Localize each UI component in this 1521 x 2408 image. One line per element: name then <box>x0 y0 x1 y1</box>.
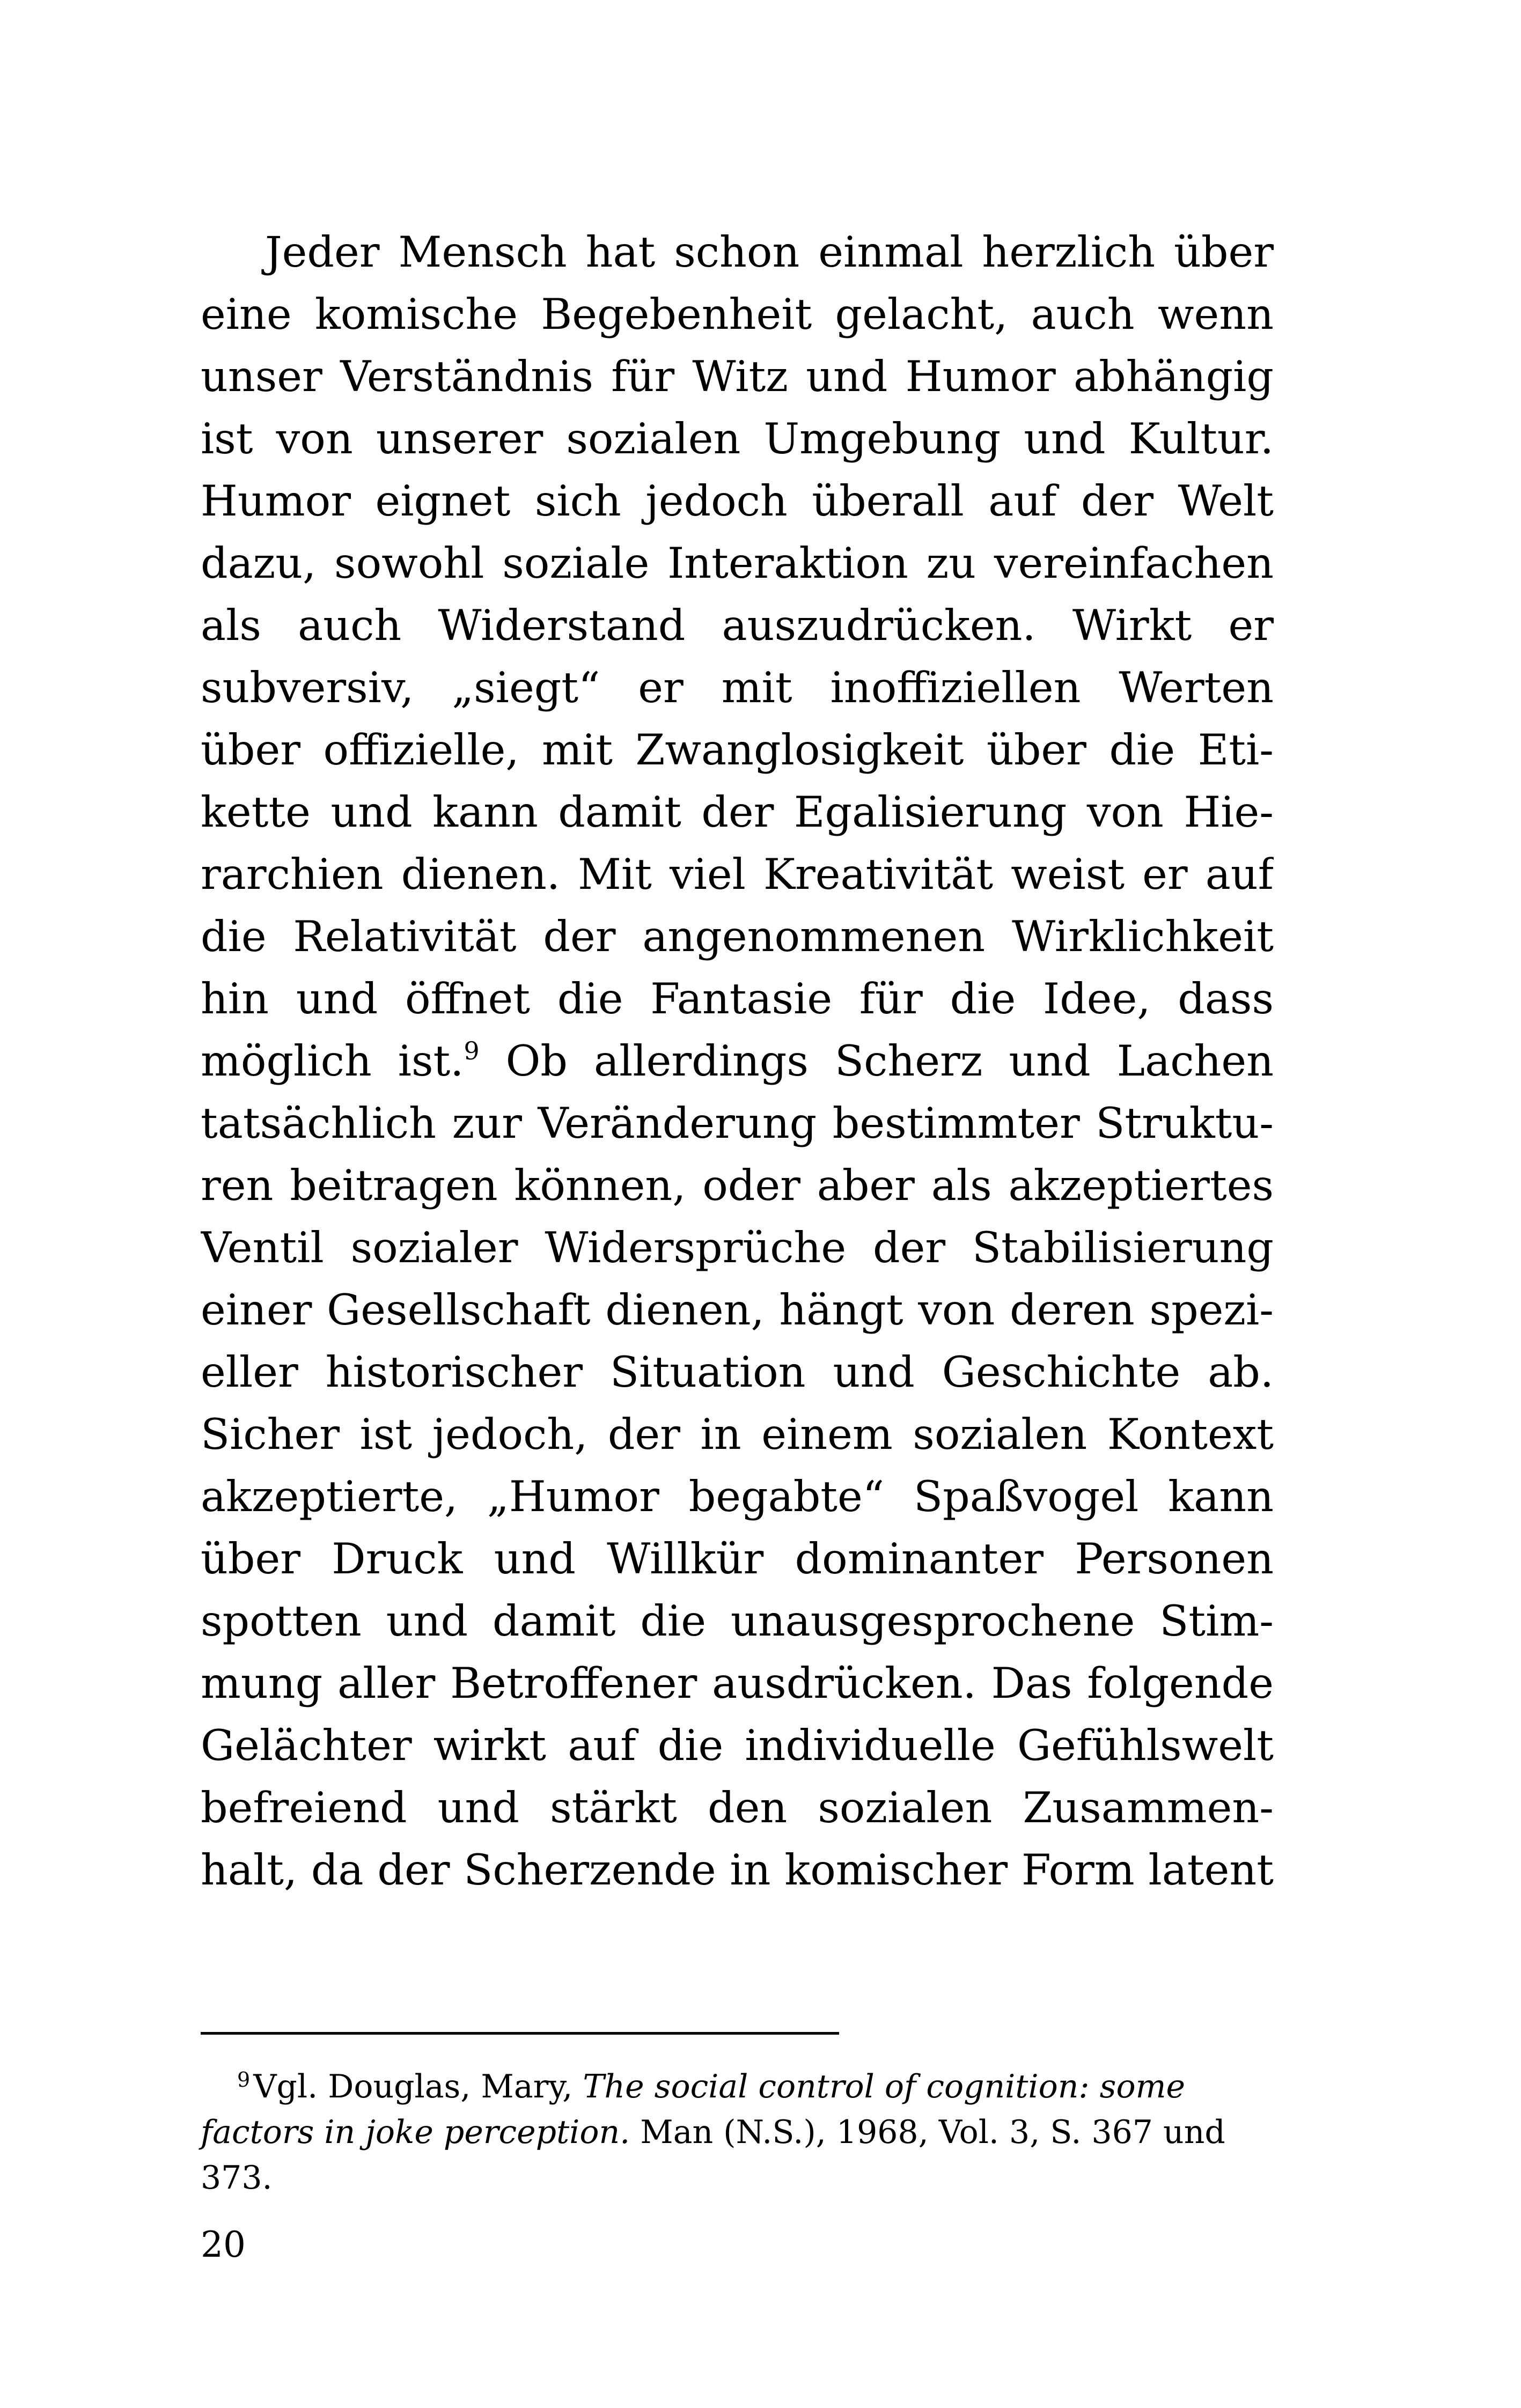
footnote-separator <box>201 2032 839 2035</box>
text-line: eller historischer Situation und Geschichte ab. <box>201 1347 1274 1397</box>
text-line: Gelächter wirkt auf die individuelle Gefühlswelt <box>201 1721 1274 1770</box>
text-segment: möglich ist. <box>201 1036 464 1086</box>
text-line: Ventil sozialer Widersprüche der Stabilisierung <box>201 1223 1274 1272</box>
footnote-title: The social control of cognition: some <box>583 2068 1185 2105</box>
text-line: Sicher ist jedoch, der in einem sozialen Kontext <box>201 1410 1274 1459</box>
text-segment: Ob allerdings Scherz und Lachen <box>505 1036 1274 1086</box>
text-line: akzeptierte, „Humor begabte“ Spaßvogel kann <box>201 1472 1274 1521</box>
text-line: über offizielle, mit Zwanglosigkeit über die Eti- <box>201 725 1274 775</box>
text-line: dazu, sowohl soziale Interaktion zu vereinfachen <box>201 539 1274 588</box>
text-line: hin und öffnet die Fantasie für die Idee, dass <box>201 974 1274 1023</box>
text-line: einer Gesellschaft dienen, hängt von deren spezi- <box>201 1285 1274 1335</box>
text-line: Jeder Mensch hat schon einmal herzlich über <box>265 227 1274 277</box>
text-line: eine komische Begebenheit gelacht, auch wenn <box>201 290 1274 339</box>
page-number: 20 <box>201 2224 246 2265</box>
text-line: Humor eignet sich jedoch überall auf der Welt <box>201 476 1274 526</box>
footnote-line <box>201 2064 1274 2110</box>
footnote-line <box>201 2110 1274 2155</box>
main-paragraph <box>201 221 1274 1901</box>
text-line: befreiend und stärkt den sozialen Zusammen- <box>201 1783 1274 1832</box>
text-line: über Druck und Willkür dominanter Personen <box>201 1534 1274 1584</box>
footnote-reference[interactable]: 9 <box>464 1036 480 1065</box>
footnote <box>201 2064 1274 2201</box>
text-line: rarchien dienen. Mit viel Kreativität weist er auf <box>201 850 1274 899</box>
text-line: ren beitragen können, oder aber als akzeptiertes <box>201 1161 1274 1210</box>
text-line-with-footnote-ref <box>201 1030 1274 1092</box>
footnote-number: 9 <box>237 2068 251 2092</box>
footnote-prefix: Vgl. Douglas, Mary, <box>253 2068 583 2105</box>
footnote-line: 373. <box>201 2159 273 2197</box>
footnote-source: Man (N.S.), 1968, Vol. 3, S. 367 und <box>630 2114 1225 2151</box>
text-line: halt, da der Scherzende in komischer Form latent <box>201 1845 1274 1895</box>
text-line: mung aller Betroffener ausdrücken. Das folgende <box>201 1659 1274 1708</box>
text-line: ist von unserer sozialen Umgebung und Kultur. <box>201 414 1274 463</box>
text-line: kette und kann damit der Egalisierung von Hie- <box>201 787 1274 837</box>
text-line: die Relativität der angenommenen Wirklichkeit <box>201 912 1274 961</box>
text-line: subversiv, „siegt“ er mit inoffiziellen Werten <box>201 663 1274 712</box>
text-line: unser Verständnis für Witz und Humor abhängig <box>201 352 1274 401</box>
text-line: tatsächlich zur Veränderung bestimmter Struktu- <box>201 1099 1274 1148</box>
text-line: spotten und damit die unausgesprochene Stim- <box>201 1596 1274 1646</box>
footnote-title: factors in joke perception. <box>201 2114 630 2151</box>
text-line: als auch Widerstand auszudrücken. Wirkt er <box>201 601 1274 650</box>
